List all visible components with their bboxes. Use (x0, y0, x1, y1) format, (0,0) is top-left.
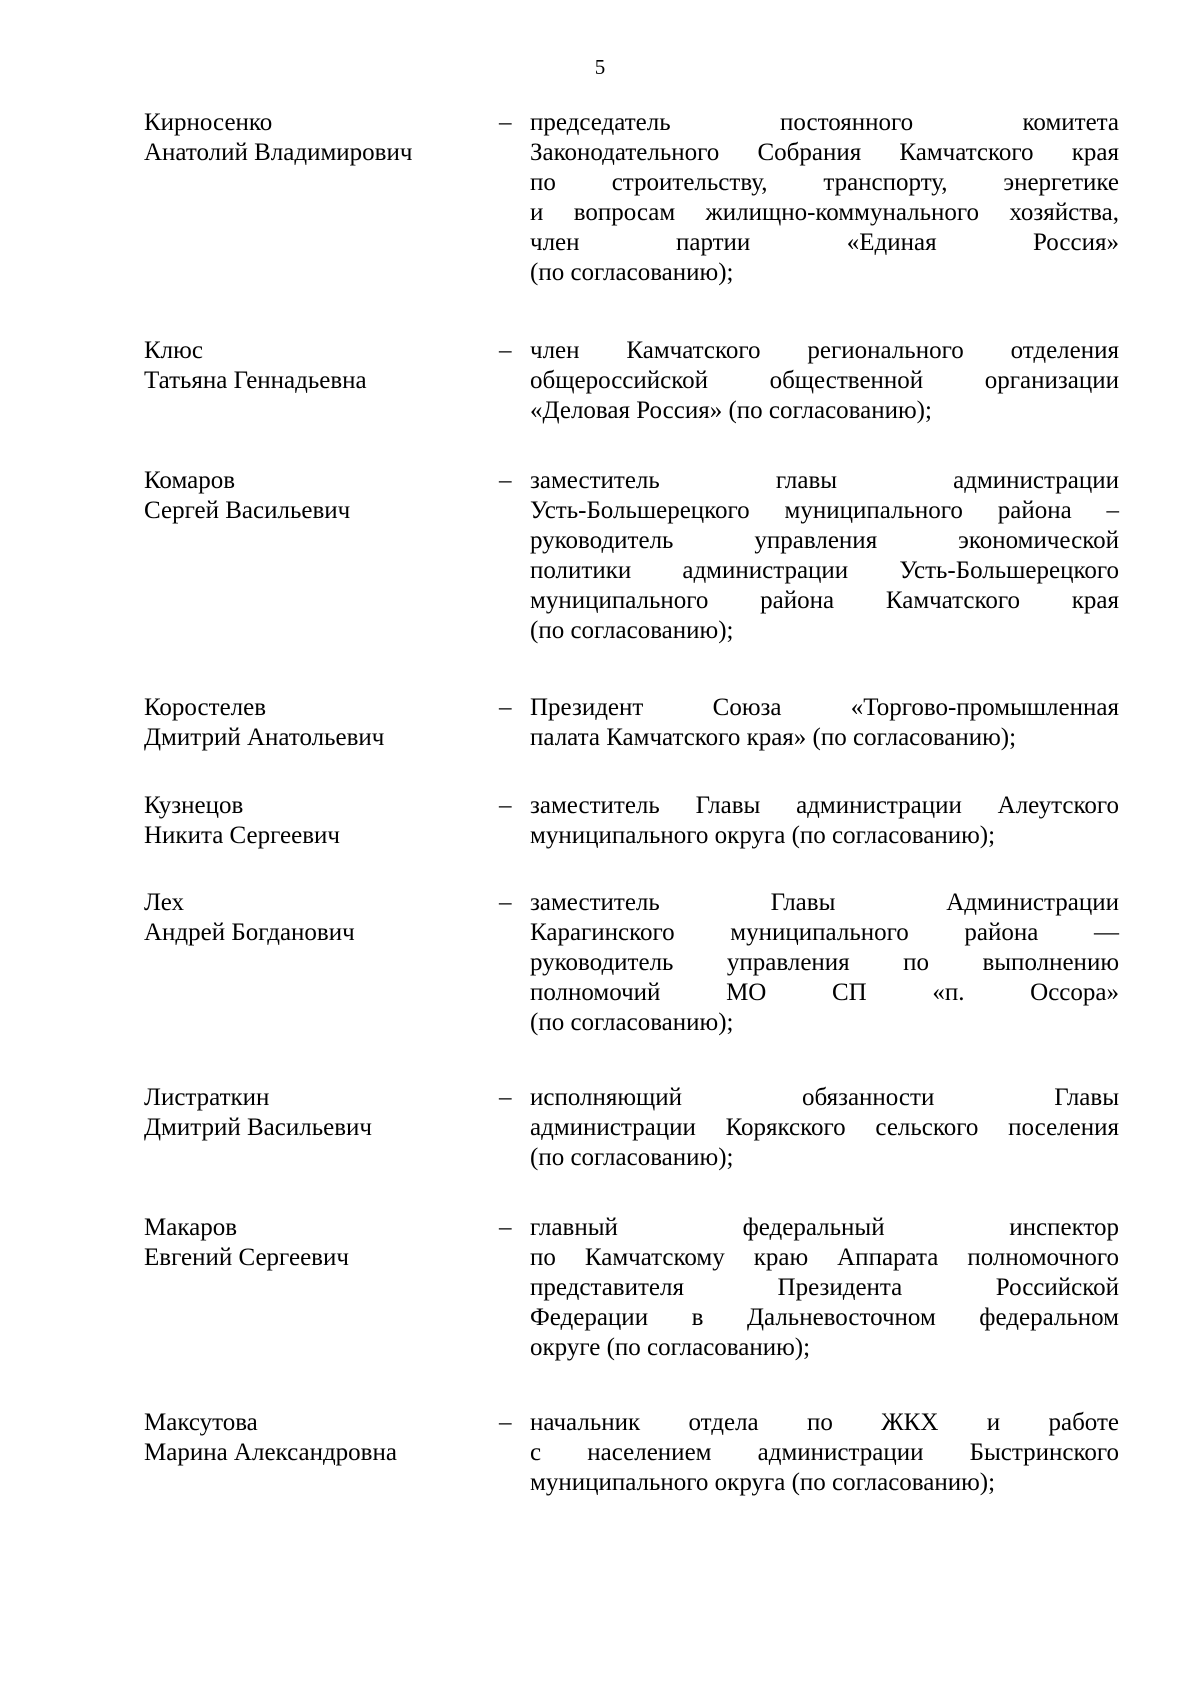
entry-dash: – (499, 889, 512, 916)
position-line: Карагинского муниципального района — (530, 919, 1119, 946)
position-line: палата Камчатского края» (по согласованию); (530, 724, 1017, 751)
position-line: (по согласованию); (530, 259, 734, 286)
entry-dash: – (499, 1409, 512, 1436)
position-line: муниципального округа (по согласованию); (530, 822, 996, 849)
position-line: политики администрации Усть-Большерецкого (530, 557, 1119, 584)
position-line: (по согласованию); (530, 1144, 734, 1171)
position-line: общероссийской общественной организации (530, 367, 1119, 394)
position-line: Усть-Большерецкого муниципального района – (530, 497, 1119, 524)
member-position (530, 888, 1119, 1038)
member-name (144, 791, 484, 851)
position-line: главный федеральный инспектор (530, 1214, 1119, 1241)
entry-dash: – (499, 467, 512, 494)
member-surname: Кирносенко (144, 109, 273, 136)
member-given-names: Никита Сергеевич (144, 822, 340, 849)
member-given-names: Анатолий Владимирович (144, 139, 413, 166)
position-line: руководитель управления экономической (530, 527, 1119, 554)
member-position (530, 1213, 1119, 1363)
member-surname: Коростелев (144, 694, 267, 721)
member-name (144, 466, 484, 526)
member-surname: Макаров (144, 1214, 237, 1241)
position-line: (по согласованию); (530, 1009, 734, 1036)
member-given-names: Андрей Богданович (144, 919, 355, 946)
entry-dash: – (499, 337, 512, 364)
member-position (530, 693, 1119, 753)
position-line: представителя Президента Российской (530, 1274, 1119, 1301)
position-line: член Камчатского регионального отделения (530, 337, 1119, 364)
member-surname: Клюс (144, 337, 203, 364)
member-given-names: Дмитрий Васильевич (144, 1114, 372, 1141)
member-name (144, 1213, 484, 1273)
position-line: Президент Союза «Торгово-промышленная (530, 694, 1119, 721)
position-line: и вопросам жилищно-коммунального хозяйства, (530, 199, 1119, 226)
member-name (144, 1083, 484, 1143)
member-given-names: Дмитрий Анатольевич (144, 724, 385, 751)
member-surname: Кузнецов (144, 792, 244, 819)
member-surname: Листраткин (144, 1084, 270, 1111)
entry-dash: – (499, 1214, 512, 1241)
position-line: исполняющий обязанности Главы (530, 1084, 1119, 1111)
member-surname: Лех (144, 889, 185, 916)
position-line: председатель постоянного комитета (530, 109, 1119, 136)
member-given-names: Марина Александровна (144, 1439, 397, 1466)
position-line: заместитель главы администрации (530, 467, 1119, 494)
member-position (530, 1083, 1119, 1173)
page-number: 5 (594, 55, 606, 79)
member-name (144, 108, 484, 168)
position-line: администрации Корякского сельского поселения (530, 1114, 1119, 1141)
member-position (530, 1408, 1119, 1498)
member-surname: Максутова (144, 1409, 258, 1436)
member-position (530, 466, 1119, 646)
entry-dash: – (499, 109, 512, 136)
position-line: заместитель Главы администрации Алеутского (530, 792, 1119, 819)
position-line: с населением администрации Быстринского (530, 1439, 1119, 1466)
member-surname: Комаров (144, 467, 236, 494)
position-line: (по согласованию); (530, 617, 734, 644)
member-given-names: Татьяна Геннадьевна (144, 367, 367, 394)
member-position (530, 791, 1119, 851)
position-line: по Камчатскому краю Аппарата полномочного (530, 1244, 1119, 1271)
member-name (144, 1408, 484, 1468)
position-line: Законодательного Собрания Камчатского края (530, 139, 1119, 166)
member-given-names: Сергей Васильевич (144, 497, 351, 524)
entry-dash: – (499, 1084, 512, 1111)
position-line: муниципального района Камчатского края (530, 587, 1119, 614)
member-position (530, 336, 1119, 426)
position-line: руководитель управления по выполнению (530, 949, 1119, 976)
position-line: член партии «Единая Россия» (530, 229, 1119, 256)
member-name (144, 693, 484, 753)
position-line: округе (по согласованию); (530, 1334, 811, 1361)
position-line: заместитель Главы Администрации (530, 889, 1119, 916)
member-position (530, 108, 1119, 288)
entry-dash: – (499, 694, 512, 721)
position-line: начальник отдела по ЖКХ и работе (530, 1409, 1119, 1436)
entry-dash: – (499, 792, 512, 819)
position-line: «Деловая Россия» (по согласованию); (530, 397, 932, 424)
position-line: по строительству, транспорту, энергетике (530, 169, 1119, 196)
member-name (144, 336, 484, 396)
position-line: Федерации в Дальневосточном федеральном (530, 1304, 1119, 1331)
position-line: полномочий МО СП «п. Оссора» (530, 979, 1119, 1006)
position-line: муниципального округа (по согласованию); (530, 1469, 996, 1496)
member-given-names: Евгений Сергеевич (144, 1244, 349, 1271)
member-name (144, 888, 484, 948)
